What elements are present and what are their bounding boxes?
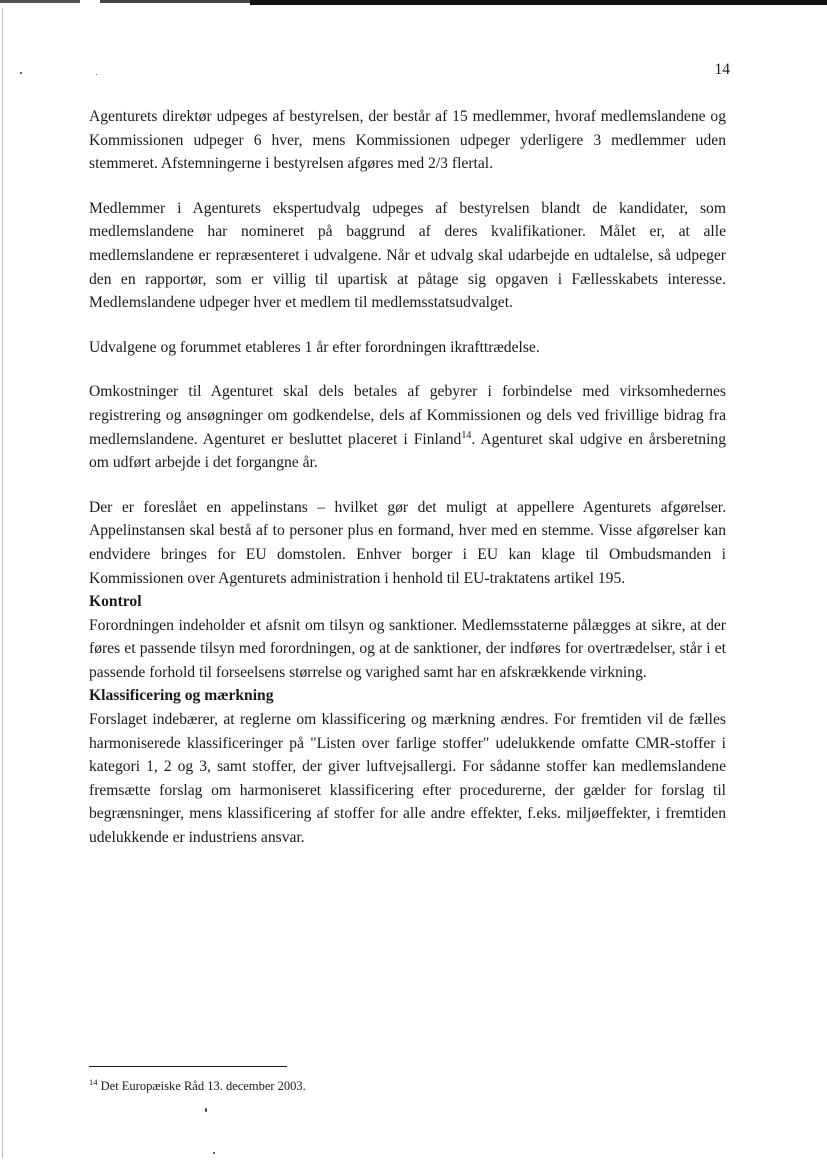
paragraph-appeals: Der er foreslået en appelinstans – hvilket gør det muligt at appellere Agenturets afgørelser. Appelinstansen skal bestå af to personer plus en formand, hver med en stemme. Visse afgørelser kan endvidere bringes for EU domstolen. Enhver borger i EU kan klage til Ombudsmanden i Kommissionen over Agenturets administration i henhold til EU-traktatens artikel 195. xyxy=(89,498,726,587)
paragraph-kontrol: Forordningen indeholder et afsnit om tilsyn og sanktioner. Medlemsstaterne pålægges at sikre, at der føres et passende tilsyn med forordningen, og at de sanktioner, der indføres for overtrædelser, står i et passende forhold til forseelsens størrelse og varighed samt har en afskrækkende virkning. xyxy=(89,616,726,681)
scan-edge-left xyxy=(2,8,3,1158)
section-heading-kontrol: Kontrol xyxy=(89,593,142,611)
paragraph-committees-established: Udvalgene og forummet etableres 1 år efter forordningen ikrafttrædelse. xyxy=(89,338,540,356)
paragraph-costs xyxy=(89,380,726,474)
footnote-separator xyxy=(89,1066,287,1067)
footnote-text: Det Europæiske Råd 13. december 2003. xyxy=(97,1079,306,1093)
document-body xyxy=(89,105,726,850)
footnote-number: 14 xyxy=(89,1076,98,1087)
page-number: 14 xyxy=(714,61,730,78)
paragraph-klassificering: Forslaget indebærer, at reglerne om klassificering og mærkning ændres. For fremtiden vil de fælles harmoniserede klassificeringer på "Listen over farlige stoffer" udelukkende omfatte CMR-stoffer i kategori 1, 2 og 3, samt stoffer, der giver luftvejsallergi. For sådanne stoffer kan medlemslandene fremsætte forslag om harmoniseret klassificering efter procedurerne, der gælder for forslag til begrænsninger, mens klassificering af stoffer for alle andre effekter, f.eks. miljøeffekter, i fremtiden udelukkende er industriens ansvar. xyxy=(89,711,726,847)
section-heading-klassificering: Klassificering og mærkning xyxy=(89,687,274,705)
footnote xyxy=(89,1078,306,1094)
costs-text-end: . Agenturet skal udgive en årsberetning om udført arbejde i det forgangne år. xyxy=(89,430,726,472)
costs-text-start: Omkostninger til Agenturet skal dels betales af gebyrer i forbindelse med virksomhedernes registrering og ansøgninger om godkendelse, dels af Kommissionen og dels ved frivillige bidrag fra medlemslandene. Agenturet er besluttet placeret i Finland xyxy=(89,383,726,448)
scan-edge-top xyxy=(0,0,827,6)
paragraph-expert-committees: Medlemmer i Agenturets ekspertudvalg udpeges af bestyrelsen blandt de kandidater, som medlemslandene har nomineret på baggrund af deres kvalifikationer. Målet er, at alle medlemslandene er repræsenteret i udvalgene. Når et udvalg skal udarbejde en udtalelse, så udpeger den en rapportør, som er villig til upartisk at påtage sig opgaven i Fællesskabets interesse. Medlemslandene udpeger hver et medlem til medlemsstatsudvalget. xyxy=(89,199,726,312)
footnote-reference: 14 xyxy=(461,429,472,441)
paragraph-director: Agenturets direktør udpeges af bestyrelsen, der består af 15 medlemmer, hvoraf medlemslandene og Kommissionen udpeger 6 hver, mens Kommissionen udpeger yderligere 3 medlemmer uden stemmeret. Afstemningerne i bestyrelsen afgøres med 2/3 flertal. xyxy=(89,108,726,173)
